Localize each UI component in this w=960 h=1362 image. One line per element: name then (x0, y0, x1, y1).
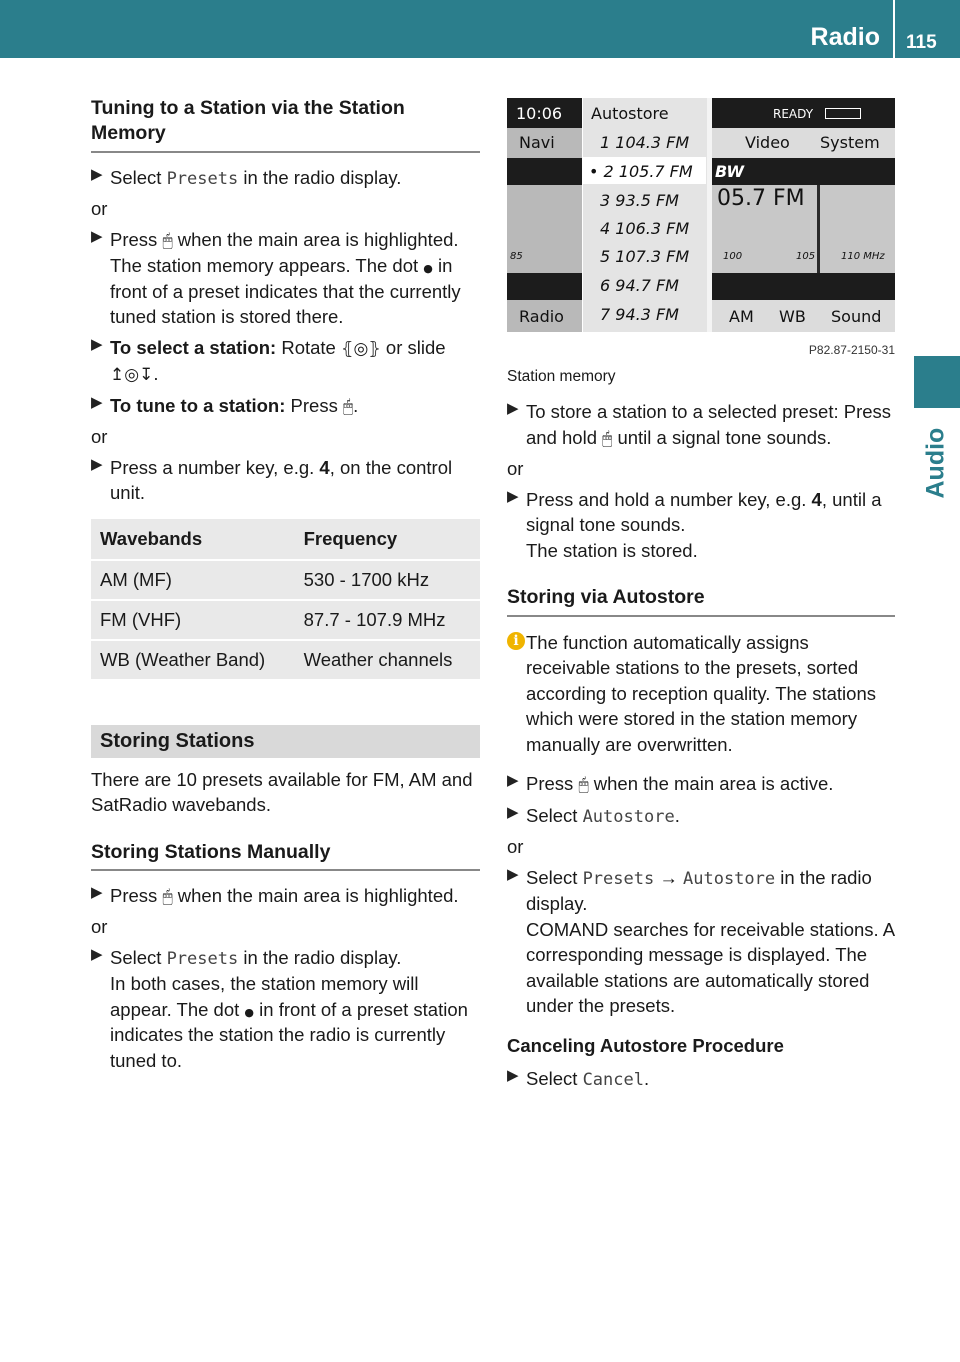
right-column (507, 98, 895, 1093)
step-store-preset: ▶ To store a station to a selected preset: Press and hold 🖱 until a signal tone sounds. (507, 400, 892, 449)
step-arrow-icon: ▶ (91, 227, 103, 245)
side-section-label: Audio (921, 427, 950, 498)
step-number-key: ▶ Press a number key, e.g. 4, on the control unit. (91, 455, 453, 504)
manual-heading: Storing Stations Manually (91, 840, 480, 871)
step-arrow-icon: ▶ (507, 400, 519, 418)
or-text: or (91, 426, 108, 448)
step-arrow-icon: ▶ (507, 1067, 519, 1085)
table-row: WB (Weather Band) Weather channels (91, 640, 480, 680)
status-ready: READY (773, 107, 814, 121)
menu-title: Autostore (591, 104, 669, 123)
dot-icon: ● (244, 1005, 255, 1019)
storing-intro: There are 10 presets available for FM, AM and SatRadio wavebands. (91, 768, 473, 816)
table-header: Frequency (295, 519, 480, 560)
step-press-active: ▶ Press 🖱 when the main area is active. (507, 772, 834, 796)
autostore-heading: Storing via Autostore (507, 585, 895, 616)
header-divider (893, 0, 895, 58)
tab-system[interactable]: System (820, 133, 880, 152)
step-arrow-icon: ▶ (507, 772, 519, 790)
preset-item[interactable]: 5 107.3 FM (600, 247, 690, 266)
station-memory-screen: 10:06 Autostore READY Navi Video System 1 104.3 FM • 2 105.7 FM 3 93.5 FM 4 106.3 FM 5 107.3 FM 6 94.7 FM 7 94.3 FM BW 05.7 FM 85 100 105 110 MHz Radio AM WB Sound (507, 98, 895, 332)
or-text: or (507, 836, 524, 858)
dot-icon: ● (423, 262, 433, 276)
step-manual-select: ▶ Select Presets in the radio display. In both cases, the station memory will appear. The dot ● in front of a preset station indicates the station the radio is currently tuned to. (91, 945, 468, 1071)
step-select-autostore: ▶ Select Autostore. (507, 803, 680, 827)
step-select-cancel: ▶ Select Cancel. (507, 1067, 650, 1091)
station-name: BW (715, 162, 744, 181)
left-column (91, 96, 480, 1073)
press-icon: 🖱 (342, 396, 354, 417)
step-arrow-icon: ▶ (91, 945, 103, 963)
waveband-table (91, 519, 480, 681)
step-arrow-icon: ▶ (91, 883, 103, 901)
step-arrow-icon: ▶ (507, 865, 519, 883)
preset-item[interactable]: 1 104.3 FM (600, 133, 690, 152)
step-arrow-icon: ▶ (507, 487, 519, 505)
preset-item[interactable]: 4 106.3 FM (600, 219, 690, 238)
table-header: Wavebands (91, 519, 295, 560)
tab-radio[interactable]: Radio (519, 307, 564, 326)
step-arrow-icon: ▶ (91, 455, 103, 473)
slide-icon: ↥◎↧ (110, 365, 154, 386)
presets-label: Presets (166, 168, 239, 189)
step-tune-station: ▶ To tune to a station: Press 🖱. (91, 393, 359, 417)
step-manual-press: ▶ Press 🖱 when the main area is highlighted. (91, 883, 459, 907)
preset-item[interactable]: 3 93.5 FM (600, 191, 679, 210)
step-hold-number: ▶ Press and hold a number key, e.g. 4, until a signal tone sounds. The station is stored. (507, 487, 882, 561)
step-arrow-icon: ▶ (91, 335, 103, 353)
tab-am[interactable]: AM (729, 307, 754, 326)
table-row: AM (MF) 530 - 1700 kHz (91, 560, 480, 600)
press-icon: 🖱 (162, 886, 173, 907)
step-arrow-icon: ▶ (91, 393, 103, 411)
press-icon: 🖱 (578, 775, 589, 796)
press-icon: 🖱 (162, 230, 173, 251)
press-icon: 🖱 (602, 428, 613, 449)
tab-navi[interactable]: Navi (519, 133, 555, 152)
tab-wb[interactable]: WB (779, 307, 806, 326)
tab-video[interactable]: Video (745, 133, 790, 152)
clock: 10:06 (516, 104, 563, 123)
info-icon: i (507, 632, 525, 650)
preset-item[interactable]: 6 94.7 FM (600, 276, 679, 295)
table-row: FM (VHF) 87.7 - 107.9 MHz (91, 600, 480, 640)
preset-item-selected[interactable]: • 2 105.7 FM (589, 162, 693, 181)
storing-stations-heading: Storing Stations (91, 725, 480, 758)
or-text: or (507, 458, 524, 480)
current-frequency: 05.7 FM (717, 186, 805, 211)
or-text: or (91, 916, 108, 938)
step-press-highlighted: ▶ Press 🖱 when the main area is highlighted. The station memory appears. The dot ● in front of a preset indicates that the currently tuned station is stored there. (91, 227, 461, 328)
arrow-right-icon: → (659, 866, 678, 888)
side-tab-marker (914, 356, 960, 408)
or-text: or (91, 198, 108, 220)
preset-item[interactable]: 7 94.3 FM (600, 305, 679, 324)
step-presets-autostore: ▶ Select Presets → Autostore in the radio display. COMAND searches for receivable stations. A corresponding message is displayed. The available stations are automatically stored under the presets. (507, 865, 895, 1017)
rotate-icon: ⦃◎⦄ (341, 338, 381, 359)
step-select-presets: ▶ Select Presets in the radio display. (91, 165, 402, 189)
figure-code: P82.87-2150-31 (808, 343, 895, 357)
tab-sound[interactable]: Sound (831, 307, 882, 326)
step-select-station: ▶ To select a station: Rotate ⦃◎⦄ or slide ↥◎↧. (91, 335, 446, 386)
figure-caption: Station memory (507, 368, 616, 385)
step-arrow-icon: ▶ (91, 165, 103, 183)
page-number: 115 (906, 32, 937, 53)
tuning-heading: Tuning to a Station via the Station Memory (91, 96, 480, 153)
cancel-heading: Canceling Autostore Procedure (507, 1034, 784, 1056)
chapter-title: Radio (810, 23, 880, 51)
info-note: i The function automatically assigns receivable stations to the presets, sorted according to reception quality. The stations which were stored in the station memory manually are overwritten. (507, 630, 895, 758)
step-arrow-icon: ▶ (507, 803, 519, 821)
